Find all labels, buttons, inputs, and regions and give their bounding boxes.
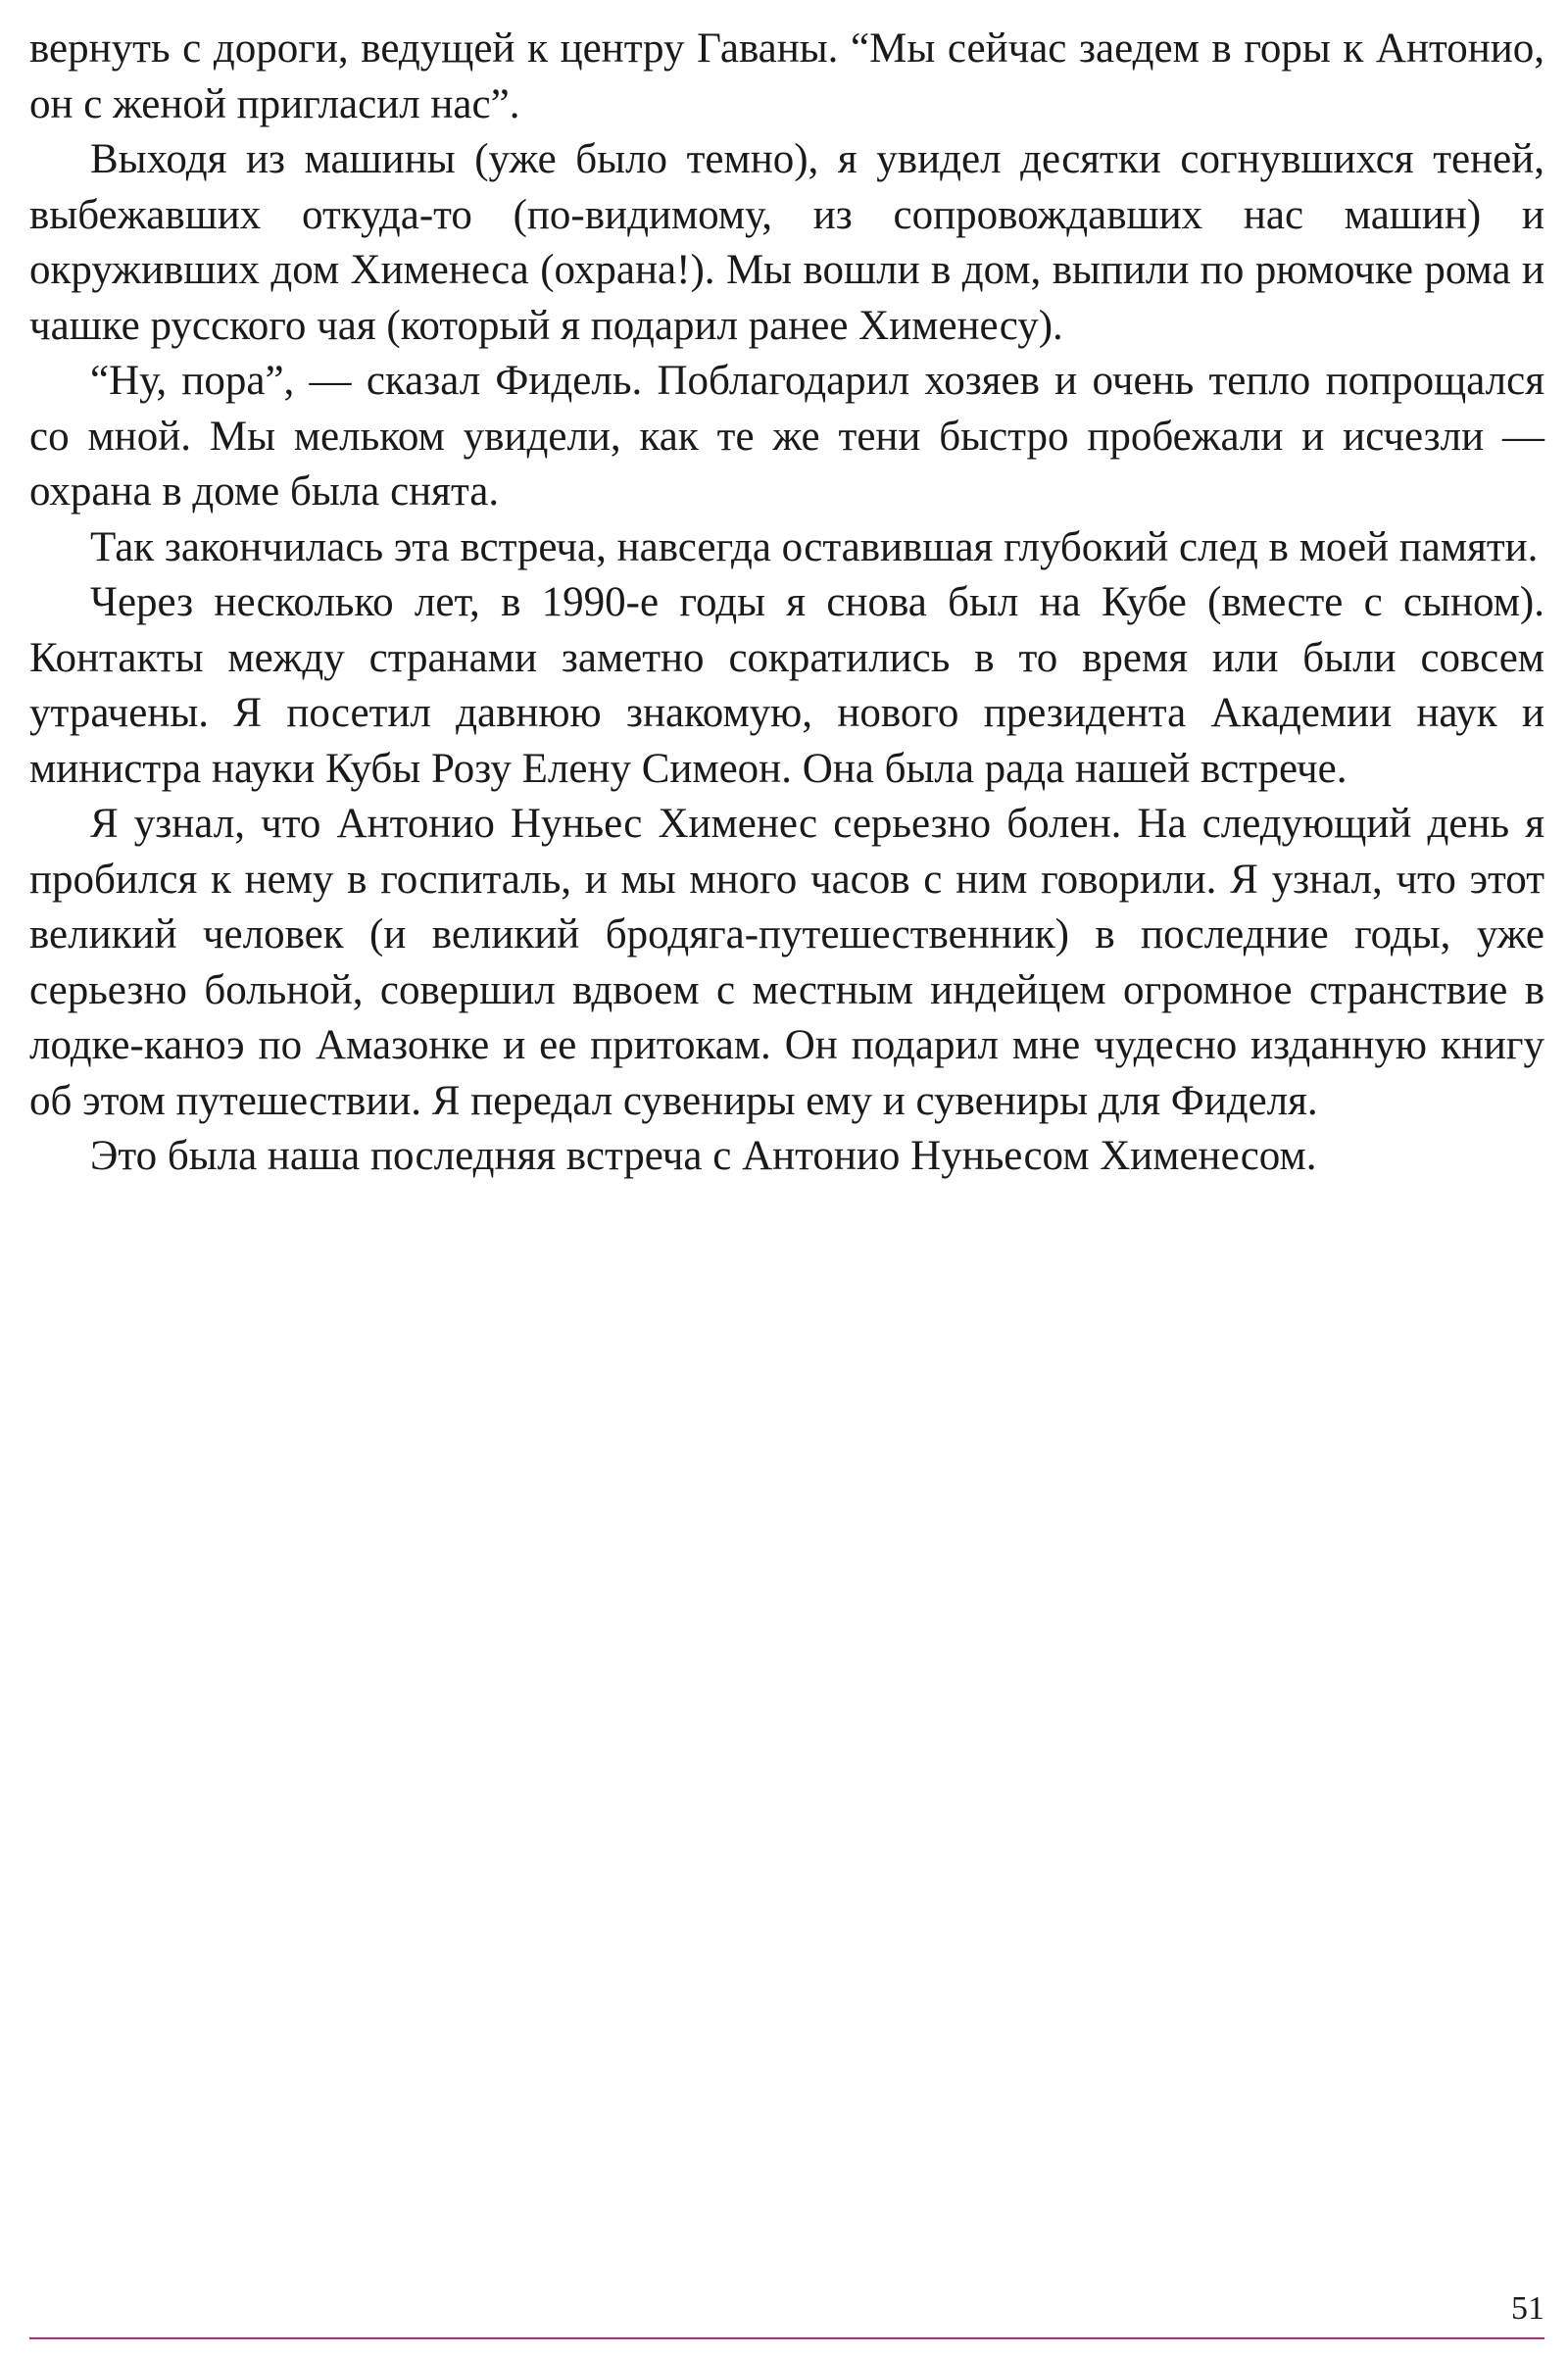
paragraph-continuation: вернуть с дороги, ведущей к центру Гаваны. “Мы сейчас заедем в горы к Антонио, он с женой пригласил нас”.: [29, 25, 1544, 127]
paragraph: Так закончилась эта встреча, навсегда оставившая глубокий след в моей памяти.: [90, 523, 1539, 570]
paragraph: Это была наша последняя встреча с Антонио Нуньесом Хименесом.: [90, 1133, 1317, 1179]
body-text: [29, 22, 1544, 1185]
paragraph: “Ну, пора”, — сказал Фидель. Поблагодарил хозяев и очень тепло попрощался со мной. Мы мельком увидели, как те же тени быстро пробежали и исчезли — охрана в доме была снята.: [29, 358, 1544, 515]
paragraph: Выходя из машины (уже было темно), я увидел десятки согнувшихся теней, выбежавших откуда-то (по-видимому, из сопровождавших нас машин) и окруживших дом Хименеса (охрана!). Мы вошли в дом, выпили по рюмочке рома и чашке русского чая (который я подарил ранее Хименесу).: [29, 136, 1544, 349]
footer-rule: [29, 2337, 1544, 2339]
page-number: 51: [1511, 2290, 1544, 2327]
paragraph: Я узнал, что Антонио Нуньес Хименес серьезно болен. На следующий день я пробился к нему в госпиталь, и мы много часов с ним говорили. Я узнал, что этот великий человек (и великий бродяга-путешественник) в последние годы, уже серьезно больной, совершил вдвоем с местным индейцем огромное странствие в лодке-каноэ по Амазонке и ее притокам. Он подарил мне чудесно изданную книгу об этом путешествии. Я передал сувениры ему и сувениры для Фиделя.: [29, 801, 1544, 1124]
paragraph: Через несколько лет, в 1990-е годы я снова был на Кубе (вместе с сыном). Контакты между странами заметно сократились в то время или были совсем утрачены. Я посетил давнюю знакомую, нового президента Академии наук и министра науки Кубы Розу Елену Симеон. Она была рада нашей встрече.: [29, 579, 1544, 792]
